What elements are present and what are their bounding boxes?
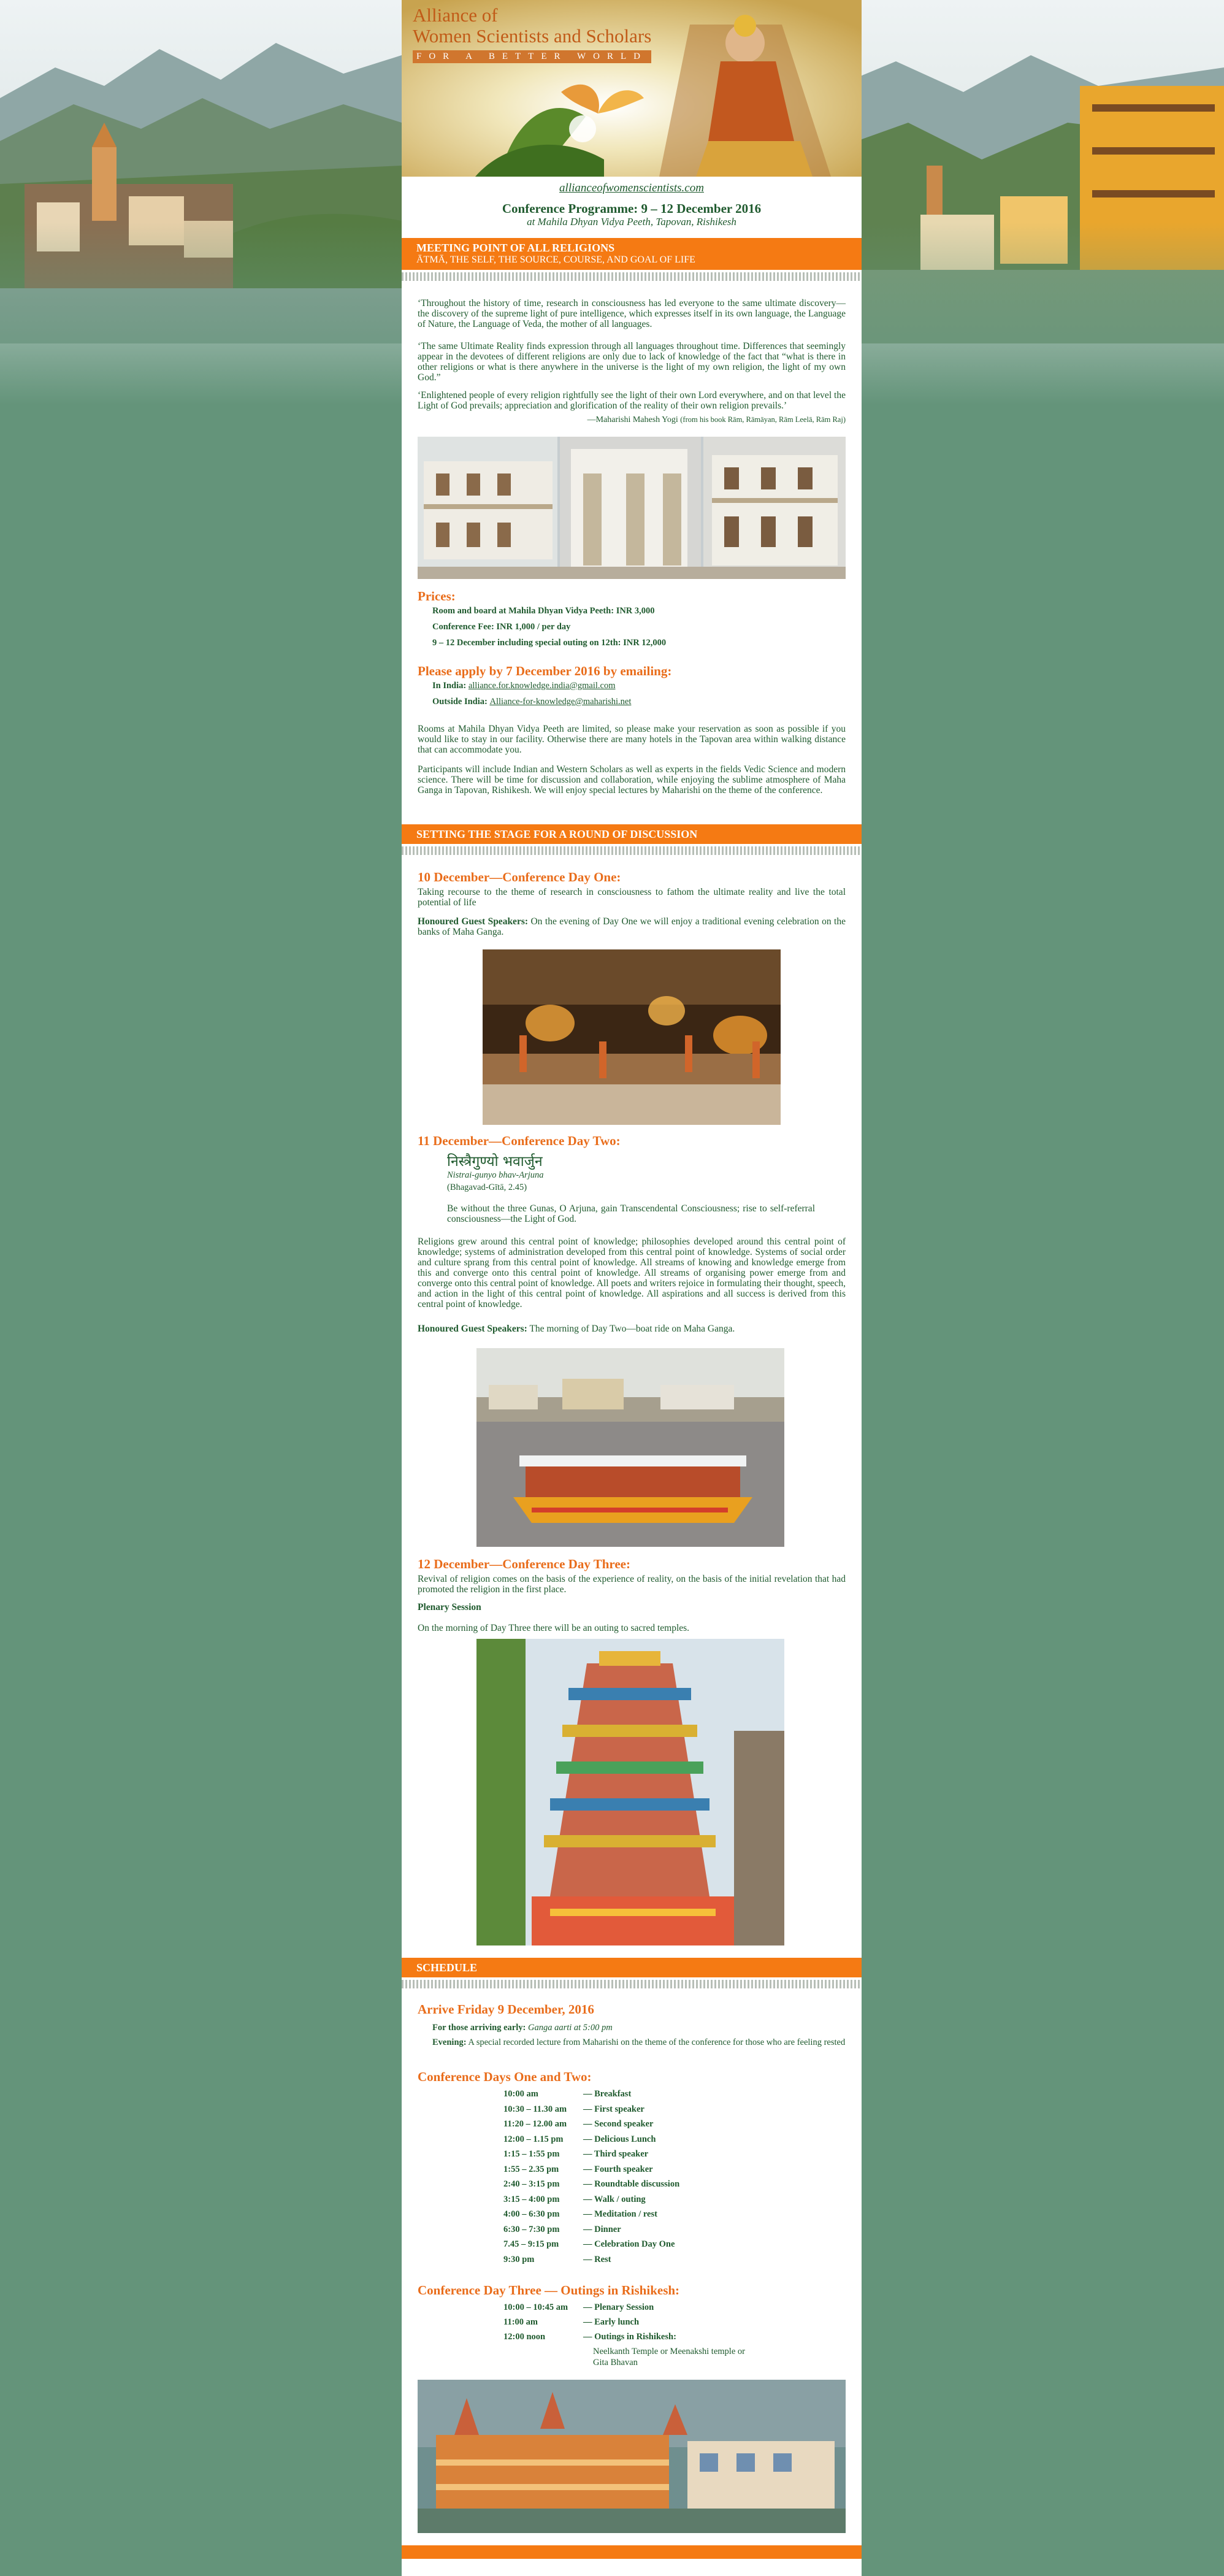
schedule-time: 10:00 am bbox=[503, 2089, 538, 2099]
logo-line-2: Women Scientists and Scholars bbox=[413, 25, 652, 47]
india-email-link[interactable]: alliance.for.knowledge.india@gmail.com bbox=[468, 681, 616, 691]
quote-paragraph-3: ‘Enlightened people of every religion rightfully see the light of their own Lord everywhere, and on that level the Light of God prevails; appreciation and glorification of the reality of their own religion prevails.’ bbox=[418, 390, 846, 411]
schedule-time: 11:00 am bbox=[503, 2317, 538, 2327]
apply-india bbox=[432, 681, 615, 691]
schedule-event: — Rest bbox=[583, 2254, 611, 2264]
schedule-time: 10:30 – 11.30 am bbox=[503, 2104, 567, 2114]
logo-tagline: FOR A BETTER WORLD bbox=[413, 50, 651, 63]
verse-translation: Be without the three Gunas, O Arjuna, gain Transcendental Consciousness; rise to self-referral consciousness—the Light of God. bbox=[447, 1203, 815, 1224]
plenary-session-label: Plenary Session bbox=[418, 1602, 481, 1612]
decorative-border bbox=[402, 1980, 862, 1988]
schedule-time: 11:20 – 12.00 am bbox=[503, 2119, 567, 2129]
schedule-row bbox=[503, 2195, 835, 2207]
schedule-row bbox=[503, 2119, 835, 2131]
day2-guests bbox=[418, 1324, 846, 1334]
website-link[interactable]: allianceofwomenscientists.com bbox=[559, 182, 704, 194]
day3-heading: 12 December—Conference Day Three: bbox=[418, 1557, 630, 1571]
price-item-package: 9 – 12 December including special outing on 12th: INR 12,000 bbox=[432, 638, 667, 648]
quote-paragraph-2: ‘The same Ultimate Reality finds expression through all languages throughout time. Differences that seemingly appear in the devotees of different religions are only due to lack of knowledge of the fact that “what is there in other religions or what is there anywhere in the universe is the light of my own religion, the light of my own God.” bbox=[418, 341, 846, 383]
sanskrit-verse: निस्त्रैगुण्यो भवार्जुन bbox=[447, 1154, 543, 1170]
scenery-right bbox=[822, 0, 1224, 405]
schedule-row bbox=[503, 2164, 835, 2177]
schedule-row bbox=[503, 2302, 835, 2315]
schedule-event: — Second speaker bbox=[583, 2119, 654, 2129]
schedule-row bbox=[503, 2179, 835, 2191]
section-subtitle: ĀTMĀ, THE SELF, THE SOURCE, COURSE, AND GOAL OF LIFE bbox=[416, 255, 695, 265]
schedule-time: 4:00 – 6:30 pm bbox=[503, 2209, 560, 2219]
schedule-event: — Dinner bbox=[583, 2224, 621, 2234]
outing-detail-row bbox=[503, 2347, 835, 2359]
conference-title: Conference Programme: 9 – 12 December 2016 bbox=[502, 201, 762, 216]
schedule-time: 1:15 – 1:55 pm bbox=[503, 2149, 560, 2159]
early-label: For those arriving early: bbox=[432, 2023, 526, 2033]
arrive-heading: Arrive Friday 9 December, 2016 bbox=[418, 2002, 594, 2017]
day1-guests bbox=[418, 916, 846, 937]
schedule-time: 12:00 – 1.15 pm bbox=[503, 2134, 564, 2144]
brand-logo bbox=[413, 5, 651, 63]
day1-heading: 10 December—Conference Day One: bbox=[418, 870, 621, 884]
india-label: In India: bbox=[432, 681, 467, 691]
schedule-time: 3:15 – 4:00 pm bbox=[503, 2194, 560, 2204]
schedule-event: — Breakfast bbox=[583, 2089, 632, 2099]
price-item-room: Room and board at Mahila Dhyan Vidya Peeth: INR 3,000 bbox=[432, 606, 655, 616]
conference-venue: at Mahila Dhyan Vidya Peeth, Tapovan, Rishikesh bbox=[527, 216, 736, 228]
outside-email-link[interactable]: Alliance-for-knowledge@maharishi.net bbox=[489, 697, 632, 707]
guest-text: On the evening of Day One we will enjoy a traditional evening celebration on the banks of Maha Ganga. bbox=[418, 916, 846, 937]
logo-line-1: Alliance of bbox=[413, 4, 498, 26]
section-band-discussion bbox=[402, 824, 862, 844]
verse-source: (Bhagavad-Gītā, 2.45) bbox=[447, 1183, 527, 1192]
schedule-time: 10:00 – 10:45 am bbox=[503, 2302, 568, 2312]
footer-bar bbox=[402, 2545, 862, 2559]
outing-detail-2: Gita Bhavan bbox=[593, 2358, 638, 2367]
rishikesh-temple-photo bbox=[418, 2380, 846, 2533]
section-band-religions bbox=[402, 238, 862, 270]
schedule-event: — First speaker bbox=[583, 2104, 645, 2114]
schedule-event: — Celebration Day One bbox=[583, 2239, 675, 2249]
schedule-row bbox=[503, 2332, 835, 2344]
early-text: Ganga aarti at 5:00 pm bbox=[526, 2023, 613, 2033]
outing-detail-row bbox=[503, 2358, 835, 2370]
sanskrit-transliteration: Nistrai-gunyo bhav-Arjuna bbox=[447, 1170, 544, 1180]
section-title: SETTING THE STAGE FOR A ROUND OF DISCUSSION bbox=[416, 828, 698, 840]
apply-outside bbox=[432, 697, 631, 707]
evening-label: Evening: bbox=[432, 2037, 467, 2047]
outing-detail-1: Neelkanth Temple or Meenakshi temple or bbox=[593, 2347, 745, 2356]
schedule-row bbox=[503, 2089, 835, 2101]
prices-heading: Prices: bbox=[418, 589, 456, 604]
scenery-left bbox=[0, 0, 402, 405]
schedule-event: — Roundtable discussion bbox=[583, 2179, 680, 2189]
day1-text: Taking recourse to the theme of research in consciousness to fathom the ultimate reality and live the total potential of life bbox=[418, 887, 846, 908]
attribution-book: (from his book Rām, Rāmāyan, Rām Leelā, Rām Raj) bbox=[680, 415, 846, 424]
schedule-event: — Delicious Lunch bbox=[583, 2134, 656, 2144]
apply-heading: Please apply by 7 December 2016 by emailing: bbox=[418, 664, 672, 678]
info-paragraph-rooms: Rooms at Mahila Dhyan Vidya Peeth are limited, so please make your reservation as soon as possible if you would like to stay in our facility. Otherwise there are many hotels in the Tapovan area within walking distance that can accommodate you. bbox=[418, 724, 846, 755]
evening-text: A special recorded lecture from Maharishi on the theme of the conference for those who are feeling rested bbox=[466, 2037, 846, 2047]
days12-heading: Conference Days One and Two: bbox=[418, 2069, 592, 2084]
guest-text: The morning of Day Two—boat ride on Maha Ganga. bbox=[527, 1324, 735, 1334]
temple-photo bbox=[476, 1639, 784, 1945]
schedule-time: 12:00 noon bbox=[503, 2332, 546, 2342]
schedule-event: — Outings in Rishikesh: bbox=[583, 2332, 676, 2342]
schedule-time: 9:30 pm bbox=[503, 2254, 535, 2264]
day2-text: Religions grew around this central point of knowledge; philosophies developed around this central point of knowledge; systems of administration developed from this central point of knowledge. Systems of social order and culture sprang from this central point of knowledge. All streams of knowing and knowledge emerge from this and converge onto this central point of knowledge. All streams of organising power emerge from and converge onto this central point of knowledge. All poets and writers rejoice in formulating their thought, speech, and action in the light of this central point of knowledge. All aspirations and all success is derived from this central point of knowledge. bbox=[418, 1236, 846, 1309]
day2-heading: 11 December—Conference Day Two: bbox=[418, 1133, 621, 1148]
quote-attribution bbox=[418, 415, 846, 425]
section-title: MEETING POINT OF ALL RELIGIONS bbox=[416, 242, 615, 254]
decorative-border bbox=[402, 272, 862, 281]
arrive-evening bbox=[432, 2037, 846, 2048]
day3-schedule-heading: Conference Day Three — Outings in Rishikesh: bbox=[418, 2283, 680, 2298]
schedule-row bbox=[503, 2134, 835, 2147]
schedule-time: 6:30 – 7:30 pm bbox=[503, 2224, 560, 2234]
schedule-row bbox=[503, 2104, 835, 2117]
attribution-author: —Maharishi Mahesh Yogi bbox=[587, 415, 678, 424]
decorative-border bbox=[402, 846, 862, 855]
boat-ride-photo bbox=[476, 1348, 784, 1547]
section-title: SCHEDULE bbox=[416, 1961, 478, 1974]
newsletter-page bbox=[402, 0, 862, 2576]
schedule-time: 7.45 – 9:15 pm bbox=[503, 2239, 559, 2249]
building-photos bbox=[418, 437, 846, 579]
schedule-time: 1:55 – 2.35 pm bbox=[503, 2164, 559, 2174]
schedule-row bbox=[503, 2149, 835, 2161]
schedule-event: — Walk / outing bbox=[583, 2194, 646, 2204]
schedule-row bbox=[503, 2239, 835, 2252]
arrive-early bbox=[432, 2023, 613, 2033]
info-paragraph-participants: Participants will include Indian and Western Scholars as well as experts in the fields Vedic Science and modern science. There will be time for discussion and collaboration, while enjoying the sublime atmosphere of Maha Ganga in Tapovan, Rishikesh. We will enjoy special lectures by Maharishi on the theme of the conference. bbox=[418, 764, 846, 795]
header-banner bbox=[402, 0, 862, 177]
schedule-row bbox=[503, 2209, 835, 2221]
day3-text: Revival of religion comes on the basis of the experience of reality, on the basis of the initial revelation that had promoted the religion in the first place. bbox=[418, 1574, 846, 1595]
schedule-row bbox=[503, 2225, 835, 2237]
schedule-event: — Early lunch bbox=[583, 2317, 640, 2327]
day3-outing-text: On the morning of Day Three there will be an outing to sacred temples. bbox=[418, 1623, 690, 1633]
schedule-event: — Fourth speaker bbox=[583, 2164, 653, 2174]
schedule-event: — Third speaker bbox=[583, 2149, 649, 2159]
ganga-aarti-photo bbox=[483, 949, 781, 1125]
guest-label: Honoured Guest Speakers: bbox=[418, 916, 529, 927]
guest-label: Honoured Guest Speakers: bbox=[418, 1324, 527, 1334]
schedule-time: 2:40 – 3:15 pm bbox=[503, 2179, 560, 2189]
section-band-schedule bbox=[402, 1958, 862, 1977]
schedule-row bbox=[503, 2255, 835, 2267]
quote-paragraph-1: ‘Throughout the history of time, research in consciousness has led everyone to the same ultimate discovery—the discovery of the supreme light of pure intelligence, which expresses itself in its own language, the Language of Nature, the Language of Veda, the mother of all languages. bbox=[418, 298, 846, 329]
schedule-event: — Meditation / rest bbox=[583, 2209, 657, 2219]
schedule-event: — Plenary Session bbox=[583, 2302, 654, 2312]
schedule-row bbox=[503, 2317, 835, 2329]
price-item-fee: Conference Fee: INR 1,000 / per day bbox=[432, 622, 571, 632]
outside-label: Outside India: bbox=[432, 697, 488, 707]
